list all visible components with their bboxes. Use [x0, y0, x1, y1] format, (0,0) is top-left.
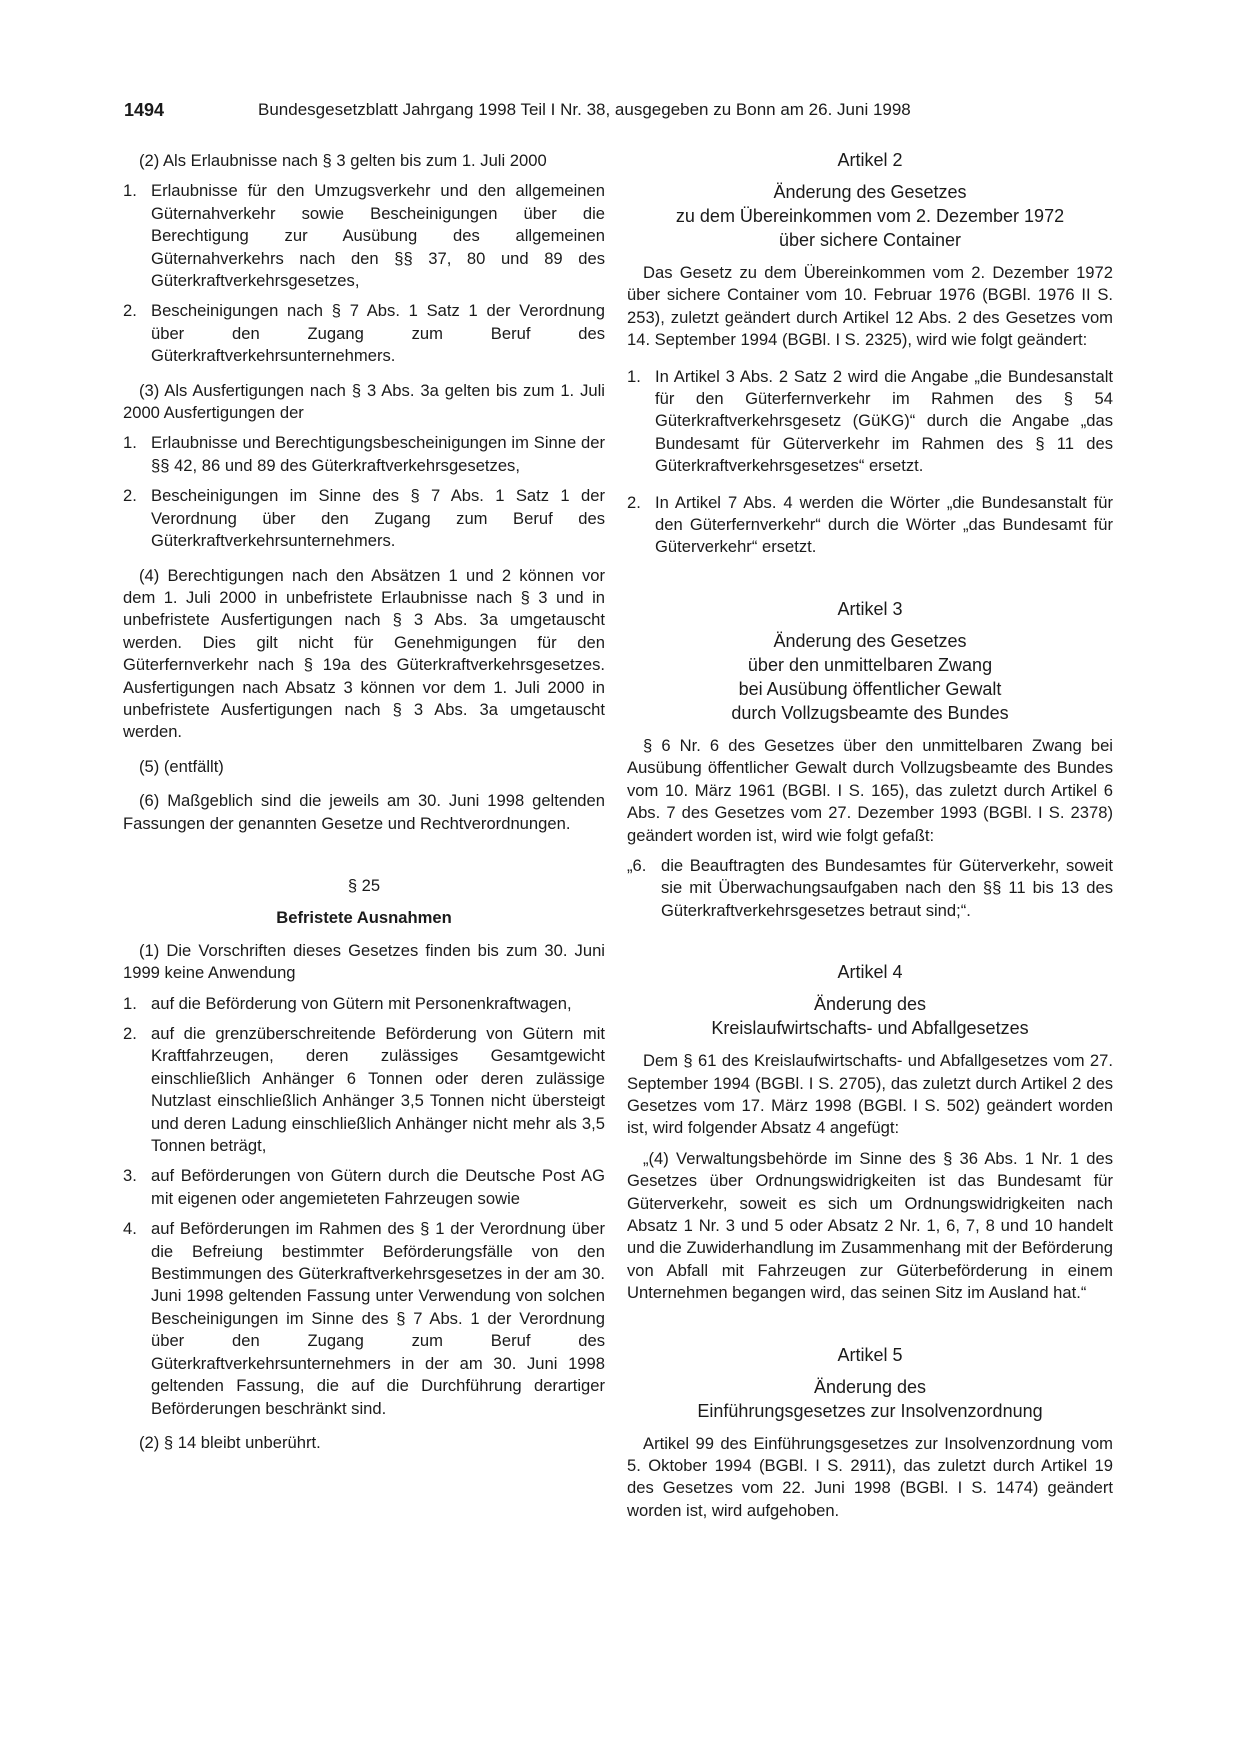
article-title-line: Änderung des: [813, 994, 927, 1015]
list-item: [123, 1165, 605, 1210]
article-title-line: Änderung des: [813, 1376, 927, 1397]
article-title-line: Änderung des Gesetzes: [773, 182, 967, 202]
art5-intro: Artikel 99 des Einführungsgesetzes zur Insolvenzordnung vom 5. Oktober 1994 (BGBl. I S. 2911), das zuletzt durch Artikel 19 des Gesetzes vom 22. Juni 1998 (BGBl. I S. 1474) geändert worden ist, wird aufgehoben.: [627, 1433, 1113, 1520]
list-item: [123, 300, 605, 367]
abs2-intro: (2) Als Erlaubnisse nach § 3 gelten bis zum 1. Juli 2000: [139, 151, 547, 170]
article-title-line: Änderung des Gesetzes: [773, 630, 967, 651]
art3-intro: § 6 Nr. 6 des Gesetzes über den unmittelbaren Zwang bei Ausübung öffentlicher Gewalt durch Vollzugsbeamte des Bundes vom 10. März 1961 (BGBl. I S. 165), das zuletzt durch Artikel 6 Abs. 7 des Gesetzes vom 27. Dezember 1993 (BGBl. I S. 2378) geändert worden ist, wird wie folgt gefaßt:: [627, 735, 1113, 845]
article-title-line: über den unmittelbaren Zwang: [747, 654, 993, 675]
sec25-abs2: (2) § 14 bleibt unberührt.: [139, 1432, 321, 1452]
article-number: Artikel 3: [837, 598, 903, 619]
item-number: 2.: [123, 1024, 137, 1043]
item-number: 1.: [123, 993, 137, 1013]
quote-number: „6.: [627, 855, 647, 875]
art4-quote: „(4) Verwaltungsbehörde im Sinne des § 36 Abs. 1 Nr. 1 des Gesetzes über Ordnungswidrigkeiten ist das Bundesamt für Güterverkehr, soweit es sich um Ordnungswidrigkeiten nach Absatz 1 Nr. 3 und 5 oder Absatz 2 Nr. 1, 6, 7, 8 und 10 handelt und die Zuwiderhandlung im Zusammenhang mit der Beförderung von Abfall mit Fahrzeugen zur Güterbeförderung in einem Unternehmen begangen wird, das seinen Sitz im Ausland hat.“: [627, 1148, 1113, 1303]
article-title-line: zu dem Übereinkommen vom 2. Dezember 1972: [675, 206, 1065, 226]
item-number: 3.: [123, 1166, 137, 1186]
list-item: [627, 492, 1113, 559]
left-column: [123, 150, 605, 1454]
item-text: Bescheinigungen nach § 7 Abs. 1 Satz 1 der Verordnung über den Zugang zum Beruf des Güterkraftverkehrsunternehmers.: [151, 301, 605, 366]
item-text: auf die grenzüberschreitende Beförderung von Gütern mit Kraftfahrzeugen, deren zulässiges Gesamtgewicht einschließlich Anhänger 6 Tonnen oder deren zulässige Nutzlast einschließlich Anhänger 3,5 Tonnen nicht übersteigt und deren Ladung einschließlich Anhänger nicht mehr als 3,5 Tonnen beträgt,: [151, 1024, 605, 1156]
item-text: Erlaubnisse für den Umzugsverkehr und den allgemeinen Güternahverkehr sowie Bescheinigungen über die Berechtigung zur Ausübung des allgemeinen Güternahverkehrs nach den §§ 37, 80 und 89 des Güterkraftverkehrsgesetzes,: [151, 181, 605, 291]
item-text: auf Beförderungen im Rahmen des § 1 der Verordnung über die Befreiung bestimmter Beförderungsfälle von den Bestimmungen des Güterkraftverkehrsgesetzes in der am 30. Juni 1998 geltenden Fassung unter Verwendung von solchen Bescheinigungen im Sinne des § 7 Abs. 1 der Verordnung über den Zugang zum Beruf des Güterkraftverkehrsunternehmers in der am 30. Juni 1998 geltenden Fassung, die auf die Durchführung derartiger Beförderungen beschränkt sind.: [151, 1219, 605, 1418]
article-title-line: durch Vollzugsbeamte des Bundes: [731, 702, 1009, 723]
item-number: 1.: [123, 181, 137, 201]
article-title: [627, 992, 1113, 1040]
item-text: Erlaubnisse und Berechtigungsbescheinigungen im Sinne der §§ 42, 86 und 89 des Güterkraftverkehrsgesetzes,: [151, 433, 605, 475]
art2-list: [627, 366, 1113, 559]
item-number: 2.: [123, 301, 137, 321]
quote-text: die Beauftragten des Bundesamtes für Güterverkehr, soweit sie mit Überwachungsaufgaben nach den §§ 11 bis 13 des Güterkraftverkehrsgesetzes betraut sind;“.: [661, 855, 1113, 920]
article-title: [627, 629, 1113, 725]
list-item: [123, 432, 605, 477]
abs2-list: [123, 180, 605, 367]
list-item: [123, 1023, 605, 1157]
item-text: In Artikel 7 Abs. 4 werden die Wörter „die Bundesanstalt für den Güterfernverkehr“ durch die Wörter „das Bundesamt für Güterverkehr“ ersetzt.: [655, 492, 1113, 557]
article-title-line: Einführungsgesetzes zur Insolvenzordnung: [697, 1400, 1043, 1421]
sec25-list: [123, 993, 605, 1420]
item-number: 1.: [627, 366, 641, 386]
item-text: In Artikel 3 Abs. 2 Satz 2 wird die Angabe „die Bundesanstalt für den Güterfernverkehr im Rahmen des § 54 Güterkraftverkehrsgesetz (GüKG)“ durch die Angabe „das Bundesamt für Güterverkehr im Rahmen des § 11 des Güterkraftverkehrsgesetzes“ ersetzt.: [655, 366, 1113, 476]
abs4-paragraph: (4) Berechtigungen nach den Absätzen 1 und 2 können vor dem 1. Juli 2000 in unbefristete Erlaubnisse nach § 3 und in unbefristete Ausfertigungen nach § 3 Abs. 3a umgetauscht werden. Dies gilt nicht für Genehmigungen für den Güterfernverkehr nach § 19a des Güterkraftverkehrsgesetzes. Ausfertigungen nach Absatz 3 können vor dem 1. Juli 2000 in unbefristete Ausfertigungen nach § 3 Abs. 3a umgetauscht werden.: [123, 565, 605, 742]
article-number: Artikel 4: [837, 962, 903, 983]
item-number: 1.: [123, 433, 137, 453]
item-number: 2.: [123, 486, 137, 506]
list-item: [627, 366, 1113, 478]
art3-quote: [627, 855, 1113, 922]
item-text: auf Beförderungen von Gütern durch die Deutsche Post AG mit eigenen oder angemieteten Fahrzeugen sowie: [151, 1166, 605, 1208]
item-text: Bescheinigungen im Sinne des § 7 Abs. 1 Satz 1 der Verordnung über den Zugang zum Beruf des Güterkraftverkehrsunternehmers.: [151, 486, 605, 551]
section-title: Befristete Ausnahmen: [276, 908, 452, 928]
page-header: [124, 100, 1118, 126]
art4-intro: Dem § 61 des Kreislaufwirtschafts- und Abfallgesetzes vom 27. September 1994 (BGBl. I S. 2705), das zuletzt durch Artikel 2 des Gesetzes vom 17. März 1998 (BGBl. I S. 502) geändert worden ist, wird folgender Absatz 4 angefügt:: [627, 1051, 1113, 1138]
article-title: [627, 180, 1113, 252]
list-item: [123, 1218, 605, 1420]
article-number: Artikel 2: [837, 150, 903, 170]
right-column: [627, 150, 1113, 1522]
page-number: 1494: [124, 100, 165, 120]
art2-intro: Das Gesetz zu dem Übereinkommen vom 2. Dezember 1972 über sichere Container vom 10. Februar 1976 (BGBl. 1976 II S. 253), zuletzt geändert durch Artikel 12 Abs. 2 des Gesetzes vom 14. September 1994 (BGBl. I S. 2325), wird wie folgt geändert:: [627, 263, 1113, 350]
list-item: [123, 993, 605, 1015]
article-title: [627, 1375, 1113, 1423]
article-title-line: über sichere Container: [778, 230, 962, 250]
sec25-abs1-intro: (1) Die Vorschriften dieses Gesetzes finden bis zum 30. Juni 1999 keine Anwendung: [123, 940, 605, 983]
list-item: [123, 485, 605, 552]
item-number: 4.: [123, 1219, 137, 1239]
section-number: § 25: [347, 875, 381, 895]
abs3-list: [123, 432, 605, 552]
abs5-paragraph: (5) (entfällt): [139, 756, 224, 776]
article-number: Artikel 5: [837, 1344, 903, 1365]
item-number: 2.: [627, 492, 641, 512]
article-title-line: Kreislaufwirtschafts- und Abfallgesetzes: [711, 1018, 1029, 1039]
list-item: [123, 180, 605, 292]
abs6-paragraph: (6) Maßgeblich sind die jeweils am 30. Juni 1998 geltenden Fassungen der genannten Gesetze und Rechtverordnungen.: [123, 791, 605, 833]
item-text: auf die Beförderung von Gütern mit Personenkraftwagen,: [151, 993, 572, 1013]
abs3-intro: (3) Als Ausfertigungen nach § 3 Abs. 3a gelten bis zum 1. Juli 2000 Ausfertigungen der: [123, 380, 605, 423]
header-title: Bundesgesetzblatt Jahrgang 1998 Teil I Nr. 38, ausgegeben zu Bonn am 26. Juni 1998: [258, 100, 911, 119]
article-title-line: bei Ausübung öffentlicher Gewalt: [738, 678, 1002, 699]
